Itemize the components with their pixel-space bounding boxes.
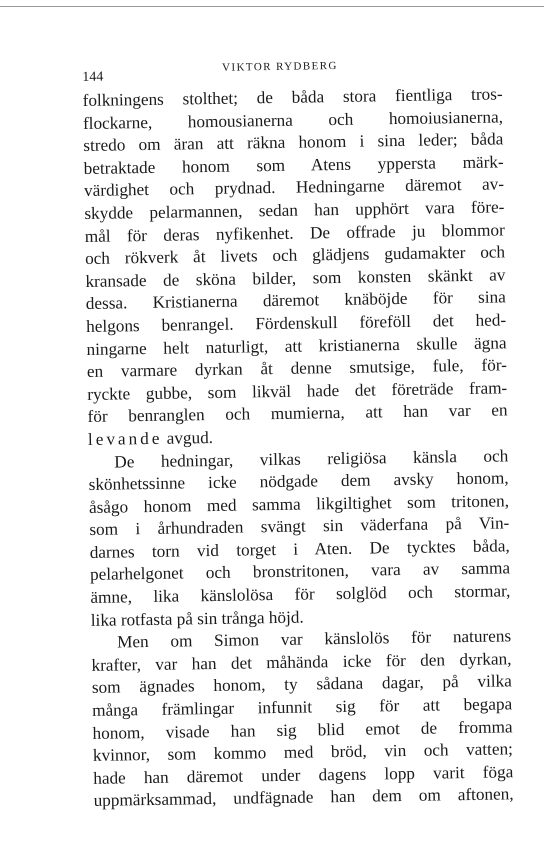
paragraph2-line-6: pelarhelgonet och bronstritonen, vara av samma — [89, 558, 511, 585]
text-line-9: kransade de sköna bilder, som konsten skänkt av — [85, 265, 506, 291]
text-line-2: flockarne, homousianerna och homoiusianerna, — [82, 106, 504, 133]
paragraph2-line-3: åsågo honom med samma likgiltighet som tritonen, — [88, 491, 510, 517]
page-number: 144 — [82, 69, 104, 85]
paragraph2-line-4: som i århundraden svängt sin väderfana på Vin- — [89, 513, 510, 540]
text-line-7: mål för deras nyfikenhet. De offrade ju blommor — [84, 219, 505, 246]
text-line-16-rest: avgud. — [162, 427, 214, 448]
text-line-11: helgons benrangel. Fördenskull föreföll det hed- — [86, 310, 507, 336]
text-line-15: för benranglen och mumierna, att han var en — [87, 400, 508, 427]
paragraph2-line-1: De hedningar, vilkas religiösa känsla och — [114, 445, 509, 472]
emphasized-word: levande — [87, 428, 163, 449]
text-line-3: stredo om äran att räkna honom i sina leder; båda — [83, 129, 504, 156]
text-line-8: och rökverk åt livets och glädjens gudamakter och — [84, 242, 506, 269]
running-title: VIKTOR RYDBERG — [222, 59, 338, 74]
text-line-5: värdighet och prydnad. Hedningarne däremot av- — [83, 174, 505, 201]
paragraph2-line-8: lika rotfasta på sin trånga höjd. — [90, 607, 304, 630]
book-page — [82, 53, 514, 813]
paragraph2-line-7: ämne, lika känslolösa för solglöd och stormar, — [90, 581, 511, 607]
text-line-14: ryckte gubbe, som likväl hade det företräde fram- — [87, 378, 508, 404]
paragraph2-line-5: darnes torn vid torget i Aten. De tycktes båda, — [89, 536, 510, 562]
top-border-rule — [0, 6, 544, 7]
text-line-10: dessa. Kristianerna däremot knäböjde för sina — [85, 287, 506, 314]
paragraph3-line-3: som ägnades honom, ty sådana dagar, på vilka — [91, 671, 512, 698]
paragraph3-line-4: många främlingar infunnit sig för att begapa — [92, 694, 513, 720]
paragraph3-line-5: honom, visade han sig blid emot de fromma — [92, 716, 513, 743]
text-line-6: skydde pelarmannen, sedan han upphört vara före- — [84, 197, 505, 223]
body-text — [82, 83, 513, 813]
paragraph2-line-2: skönhetssinne icke nödgade dem avsky honom, — [88, 468, 509, 495]
paragraph3-line-1: Men om Simon var känslolös för naturens — [117, 626, 512, 652]
text-line-4: betraktade honom som Atens yppersta märk- — [83, 152, 504, 178]
paragraph3-line-7: hade han däremot under dagens lopp varit föga — [93, 762, 514, 788]
text-line-12: ningarne helt naturligt, att kristianerna skulle ägna — [86, 332, 507, 359]
paragraph3-line-8: uppmärksammad, undfägnade han dem om aftonen, — [93, 784, 514, 811]
paragraph3-line-2: krafter, var han det måhända icke för den dyrkan, — [91, 649, 512, 675]
text-line-13: en varmare dyrkan åt denne smutsige, fule, för- — [86, 355, 507, 382]
paragraph3-line-6: kvinnor, som kommo med bröd, vin och vatten; — [92, 739, 514, 766]
text-line-1: folkningens stolthet; de båda stora fientliga tros- — [82, 84, 503, 110]
